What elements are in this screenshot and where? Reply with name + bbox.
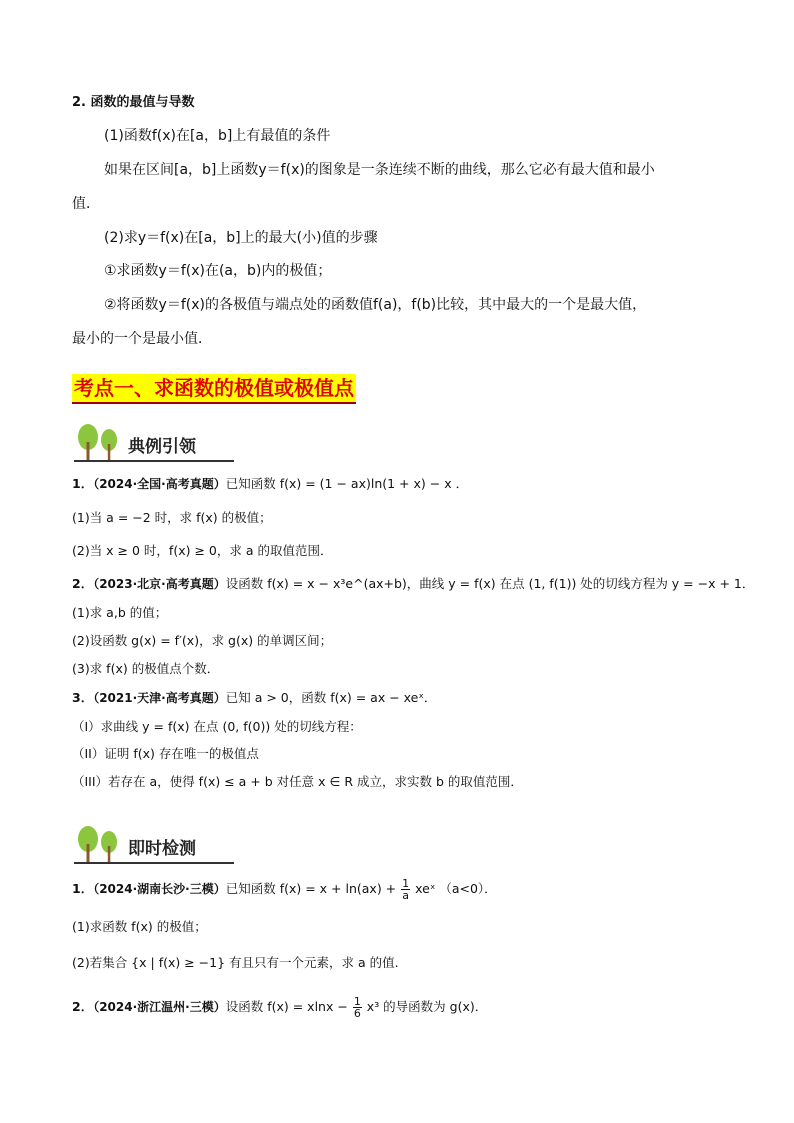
practice-1-part-2: (2)若集合 {x | f(x) ≥ −1} 有且只有一个元素，求 a 的值.: [72, 955, 399, 970]
example-3-part-3: （III）若存在 a，使得 f(x) ≤ a + b 对任意 x ∈ R 成立，求实数 b 的取值范围．: [72, 774, 523, 789]
intro-paragraph-1: (1)函数f(x)在[a，b]上有最值的条件: [104, 128, 331, 144]
question-text: 已知函数 f(x) = (1 − ax)ln(1 + x) − x ．: [225, 476, 469, 491]
examples-badge-label: 典例引领: [128, 437, 196, 457]
example-2: [72, 574, 754, 594]
tree-icon: [74, 422, 124, 462]
examples-badge: [74, 422, 234, 462]
section-title: 考点一、求函数的极值或极值点: [72, 374, 356, 404]
tree-icon: [74, 824, 124, 864]
badge-underline: [74, 862, 234, 864]
question-text: 设函数 f(x) = x − x³e^(ax+b)，曲线 y = f(x) 在点 (1, f(1)) 处的切线方程为 y = −x + 1．: [225, 576, 755, 591]
intro-heading: 2. 函数的最值与导数: [72, 95, 195, 110]
example-3: [72, 688, 436, 708]
example-2-part-2: (2)设函数 g(x) = f′(x)，求 g(x) 的单调区间；: [72, 633, 333, 648]
fraction-denominator: 6: [353, 1007, 361, 1020]
intro-paragraph-3: (2)求y＝f(x)在[a，b]上的最大(小)值的步骤: [104, 230, 378, 246]
practice-badge-label: 即时检测: [128, 839, 196, 859]
fraction: [401, 878, 410, 901]
example-2-part-3: (3)求 f(x) 的极值点个数．: [72, 661, 220, 676]
question-number: 2．: [72, 999, 94, 1014]
question-source: （2024·湖南长沙·三模）: [93, 882, 226, 896]
intro-paragraph-5b: 最小的一个是最小值．: [72, 331, 212, 347]
example-1-part-2: (2)当 x ≥ 0 时，f(x) ≥ 0，求 a 的取值范围．: [72, 543, 333, 558]
question-text-cont: xeˣ （a<0）．: [415, 881, 497, 896]
question-text: 已知 a > 0，函数 f(x) = ax − xeˣ．: [225, 690, 437, 705]
example-3-part-2: （II）证明 f(x) 存在唯一的极值点: [72, 746, 259, 761]
question-number: 3．: [72, 690, 94, 705]
badge-underline: [74, 460, 234, 462]
example-2-part-1: (1)求 a,b 的值；: [72, 605, 168, 620]
fraction-numerator: 1: [353, 995, 361, 1008]
intro-paragraph-2b: 值．: [72, 196, 100, 212]
example-1-part-1: (1)当 a = −2 时，求 f(x) 的极值；: [72, 510, 272, 525]
question-text: 设函数 f(x) = xlnx −: [225, 999, 348, 1014]
question-text-cont: x³ 的导函数为 g(x)．: [366, 999, 488, 1014]
practice-badge: [74, 824, 234, 864]
question-number: 2．: [72, 576, 94, 591]
question-source: （2023·北京·高考真题）: [93, 577, 226, 591]
practice-1: [72, 878, 497, 901]
question-number: 1．: [72, 881, 94, 896]
example-1: [72, 474, 468, 494]
question-source: （2024·全国·高考真题）: [93, 477, 226, 491]
fraction-numerator: 1: [402, 877, 410, 890]
fraction: [353, 996, 362, 1019]
question-number: 1．: [72, 476, 94, 491]
practice-1-part-1: (1)求函数 f(x) 的极值；: [72, 919, 207, 934]
question-source: （2024·浙江温州·三模）: [93, 1000, 226, 1014]
fraction-denominator: a: [402, 889, 410, 902]
example-3-part-1: （I）求曲线 y = f(x) 在点 (0, f(0)) 处的切线方程：: [72, 719, 362, 734]
intro-paragraph-4: ①求函数y＝f(x)在(a，b)内的极值；: [104, 263, 332, 279]
question-text: 已知函数 f(x) = x + ln(ax) +: [225, 881, 397, 896]
intro-paragraph-2a: 如果在区间[a，b]上函数y＝f(x)的图象是一条连续不断的曲线，那么它必有最大值和最小: [104, 162, 655, 178]
question-source: （2021·天津·高考真题）: [93, 691, 226, 705]
intro-paragraph-5a: ②将函数y＝f(x)的各极值与端点处的函数值f(a)，f(b)比较，其中最大的一个是最大值，: [104, 297, 647, 313]
practice-2: [72, 996, 487, 1019]
